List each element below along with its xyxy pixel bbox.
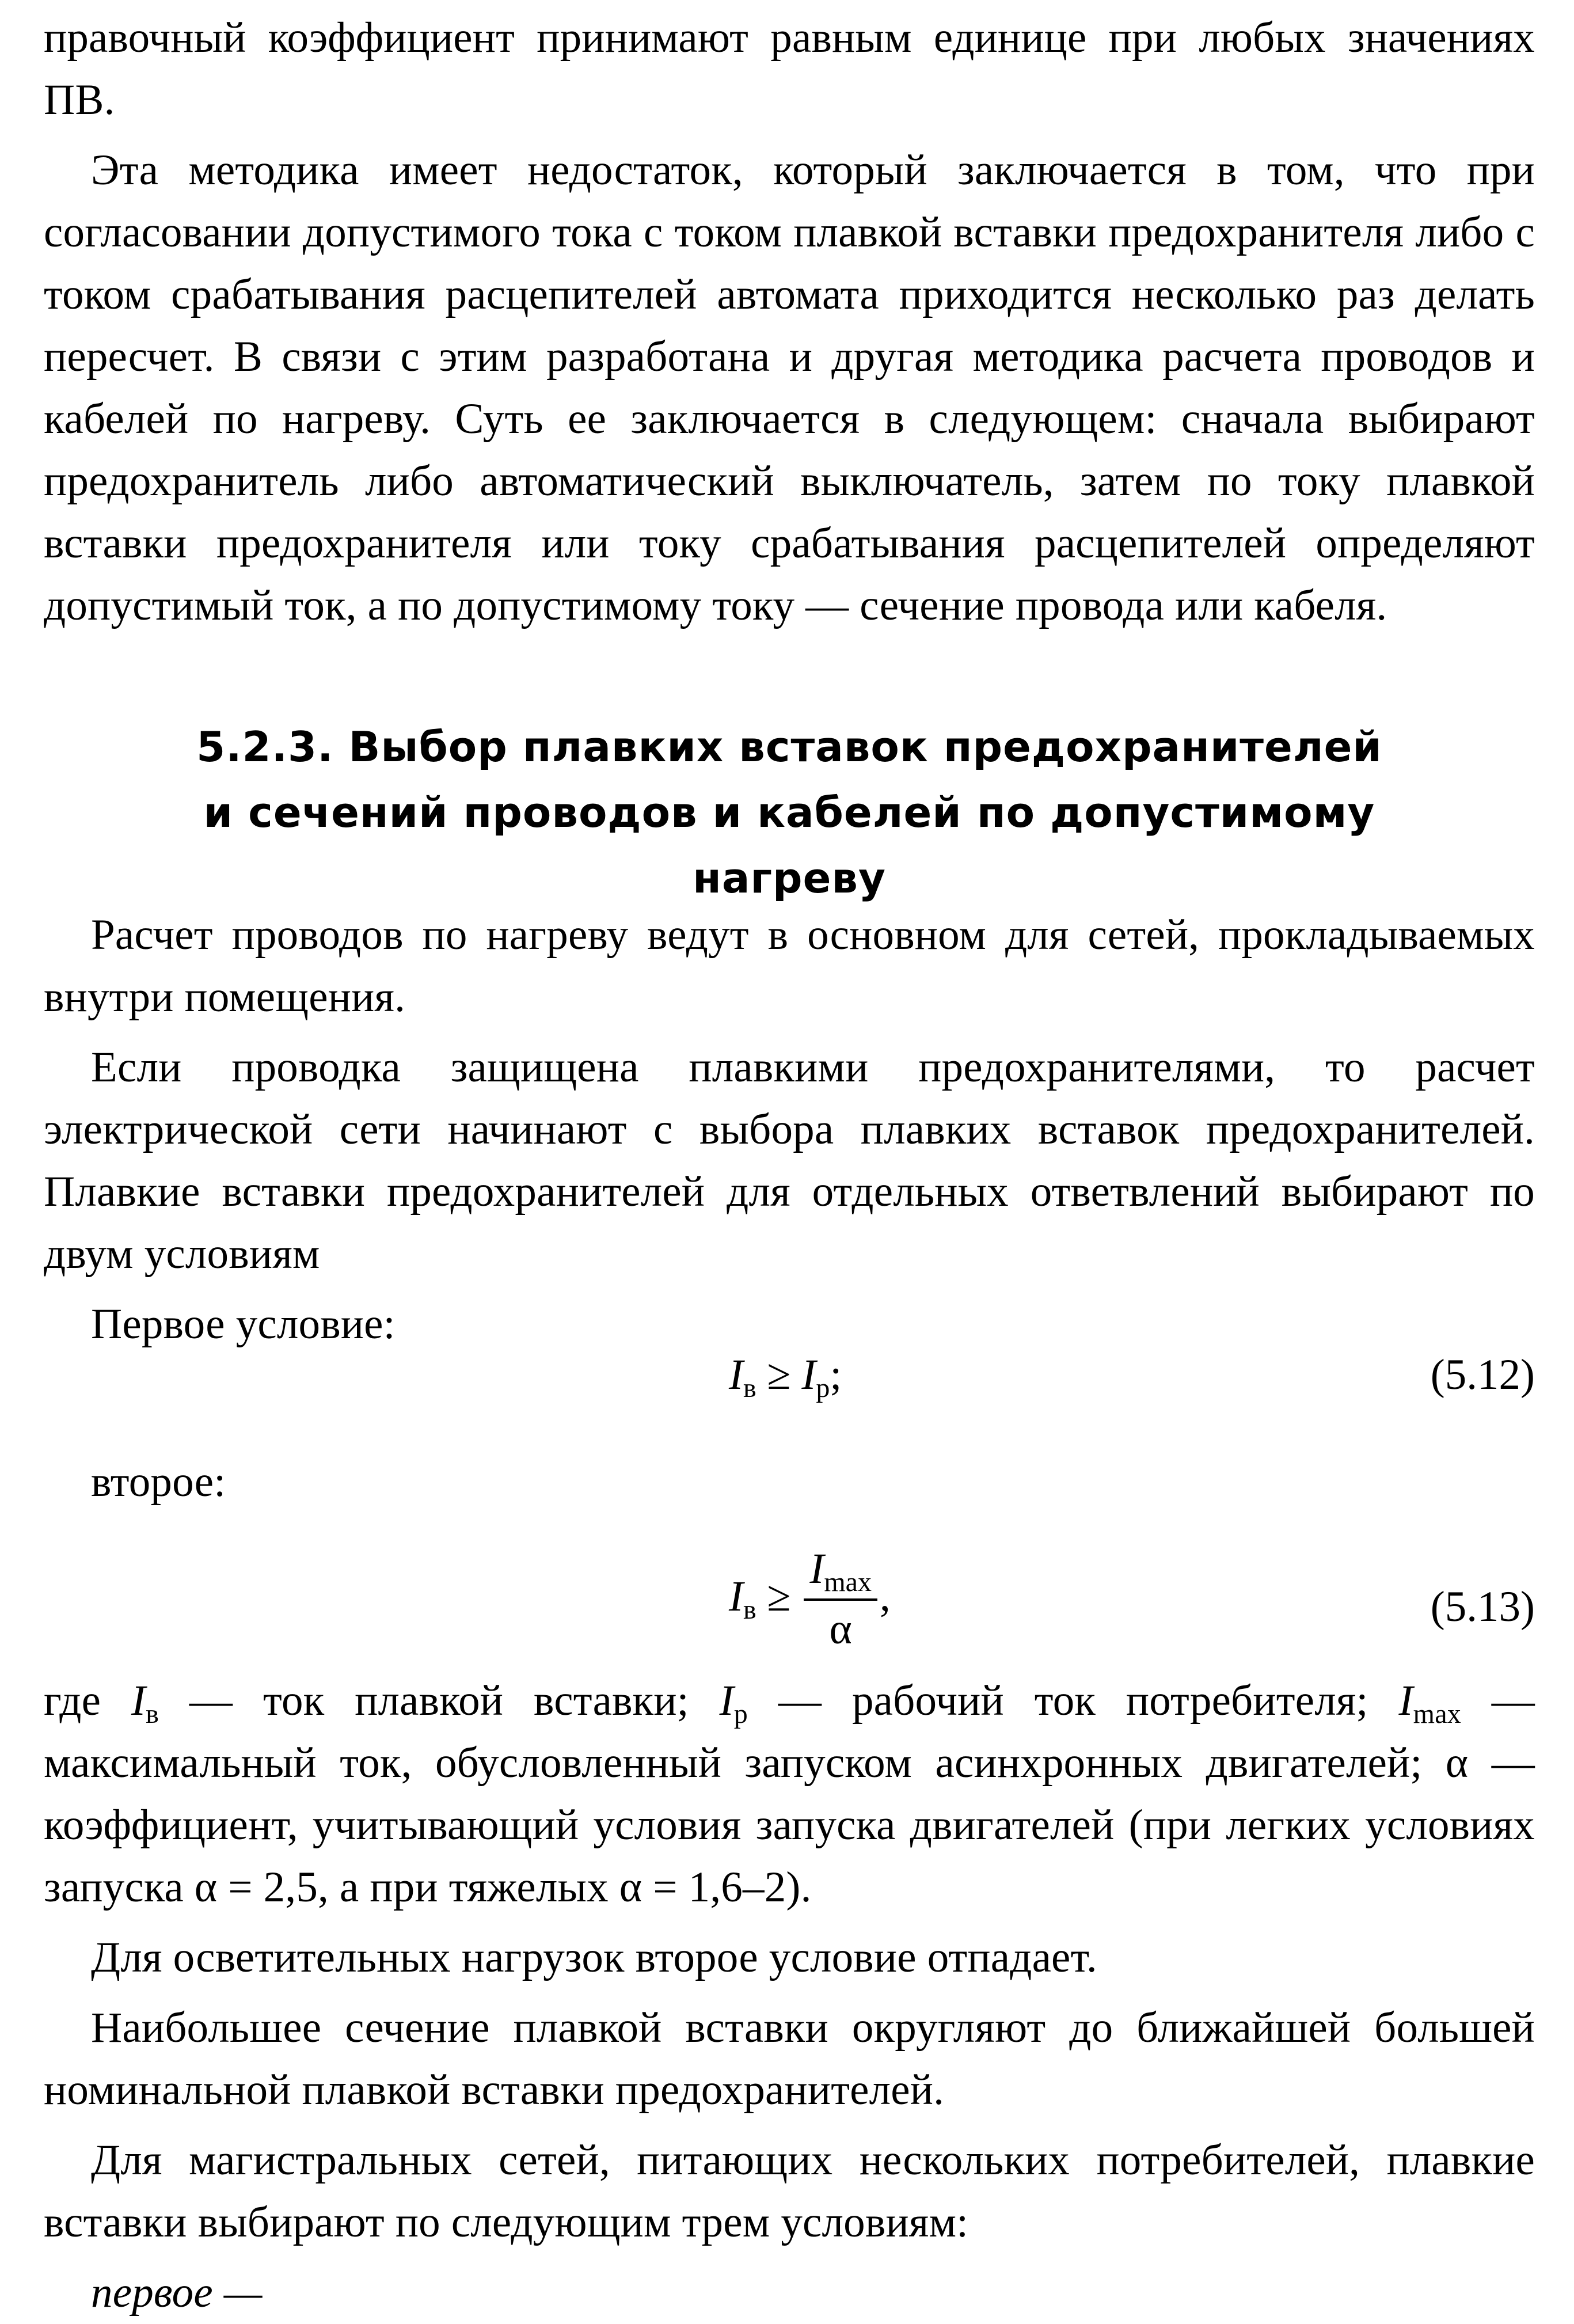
equation-5-12 bbox=[44, 1350, 1535, 1454]
formula-5-12: $I_в \ge I_р$; bbox=[729, 1351, 842, 1403]
paragraph-second-condition: второе: bbox=[91, 1458, 226, 1506]
heading-line-3: нагреву bbox=[693, 854, 886, 902]
equation-number-5-13: (5.13) bbox=[1430, 1583, 1535, 1631]
text-block-second bbox=[44, 1451, 1535, 1513]
paragraph-lighting: Для осветительных нагрузок второе условие отпадает. bbox=[91, 1934, 1097, 1981]
formula-5-13: $I_в$ ≥ $\frac{I_{max}}{\alpha}$ , bbox=[729, 1543, 891, 1658]
paragraph-continuation: правочный коэффициент принимают равным единице при любых значениях ПВ. bbox=[44, 14, 1535, 124]
text-block-bottom bbox=[44, 1670, 1535, 2324]
paragraph-where: где $I_в$ — ток плавкой вставки; $I_р$ — рабочий ток потребителя; $I_{max}$ — максимальный ток, обусловленный запуском асинхронных двигателей; α — коэффициент, учитывающий условия запуска двигателей (при легких условиях запуска α = 2,5, а при тяжелых α = 1,6–2). bbox=[44, 1677, 1535, 1911]
paragraph-rounding: Наибольшее сечение плавкой вставки округляют до ближайшей большей номинальной плавкой вставки предохранителей. bbox=[44, 2004, 1535, 2114]
paragraph-methodology: Эта методика имеет недостаток, который заключается в том, что при согласовании допустимого тока с током плавкой вставки предохранителя либо с током срабатывания расцепителей автомата приходится несколько раз делать пересчет. В связи с этим разработана и другая методика расчета проводов и кабелей по нагреву. Суть ее заключается в следующем: сначала выбирают предохранитель либо автоматический выключатель, затем по току плавкой вставки предохранителя или току срабатывания расцепителей определяют допустимый ток, а по допустимому току — сечение провода или кабеля. bbox=[44, 146, 1535, 629]
heading-line-2: и сечений проводов и кабелей по допустимому bbox=[203, 788, 1375, 837]
paragraph-fuses: Если проводка защищена плавкими предохранителями, то расчет электрической сети начинают с выбора плавких вставок предохранителей. Плавкие вставки предохранителей для отдельных ответвлений выбирают по двум условиям bbox=[44, 1043, 1535, 1278]
section-heading bbox=[44, 714, 1535, 911]
paragraph-calculation: Расчет проводов по нагреву ведут в основном для сетей, прокладываемых внутри помещения. bbox=[44, 911, 1535, 1021]
text-block-top bbox=[44, 7, 1535, 637]
fraction: $\frac{I_{max}}{\alpha}$ bbox=[804, 1543, 877, 1658]
paragraph-first-condition: Первое условие: bbox=[91, 1300, 396, 1348]
paragraph-mains: Для магистральных сетей, питающих нескольких потребителей, плавкие вставки выбирают по следующим трем условиям: bbox=[44, 2136, 1535, 2246]
paragraph-first: первое — bbox=[91, 2269, 263, 2317]
heading-line-1: 5.2.3. Выбор плавких вставок предохранителей bbox=[196, 723, 1382, 771]
equation-5-13 bbox=[44, 1543, 1535, 1676]
equation-number-5-12: (5.12) bbox=[1430, 1351, 1535, 1399]
text-block-middle bbox=[44, 904, 1535, 1355]
